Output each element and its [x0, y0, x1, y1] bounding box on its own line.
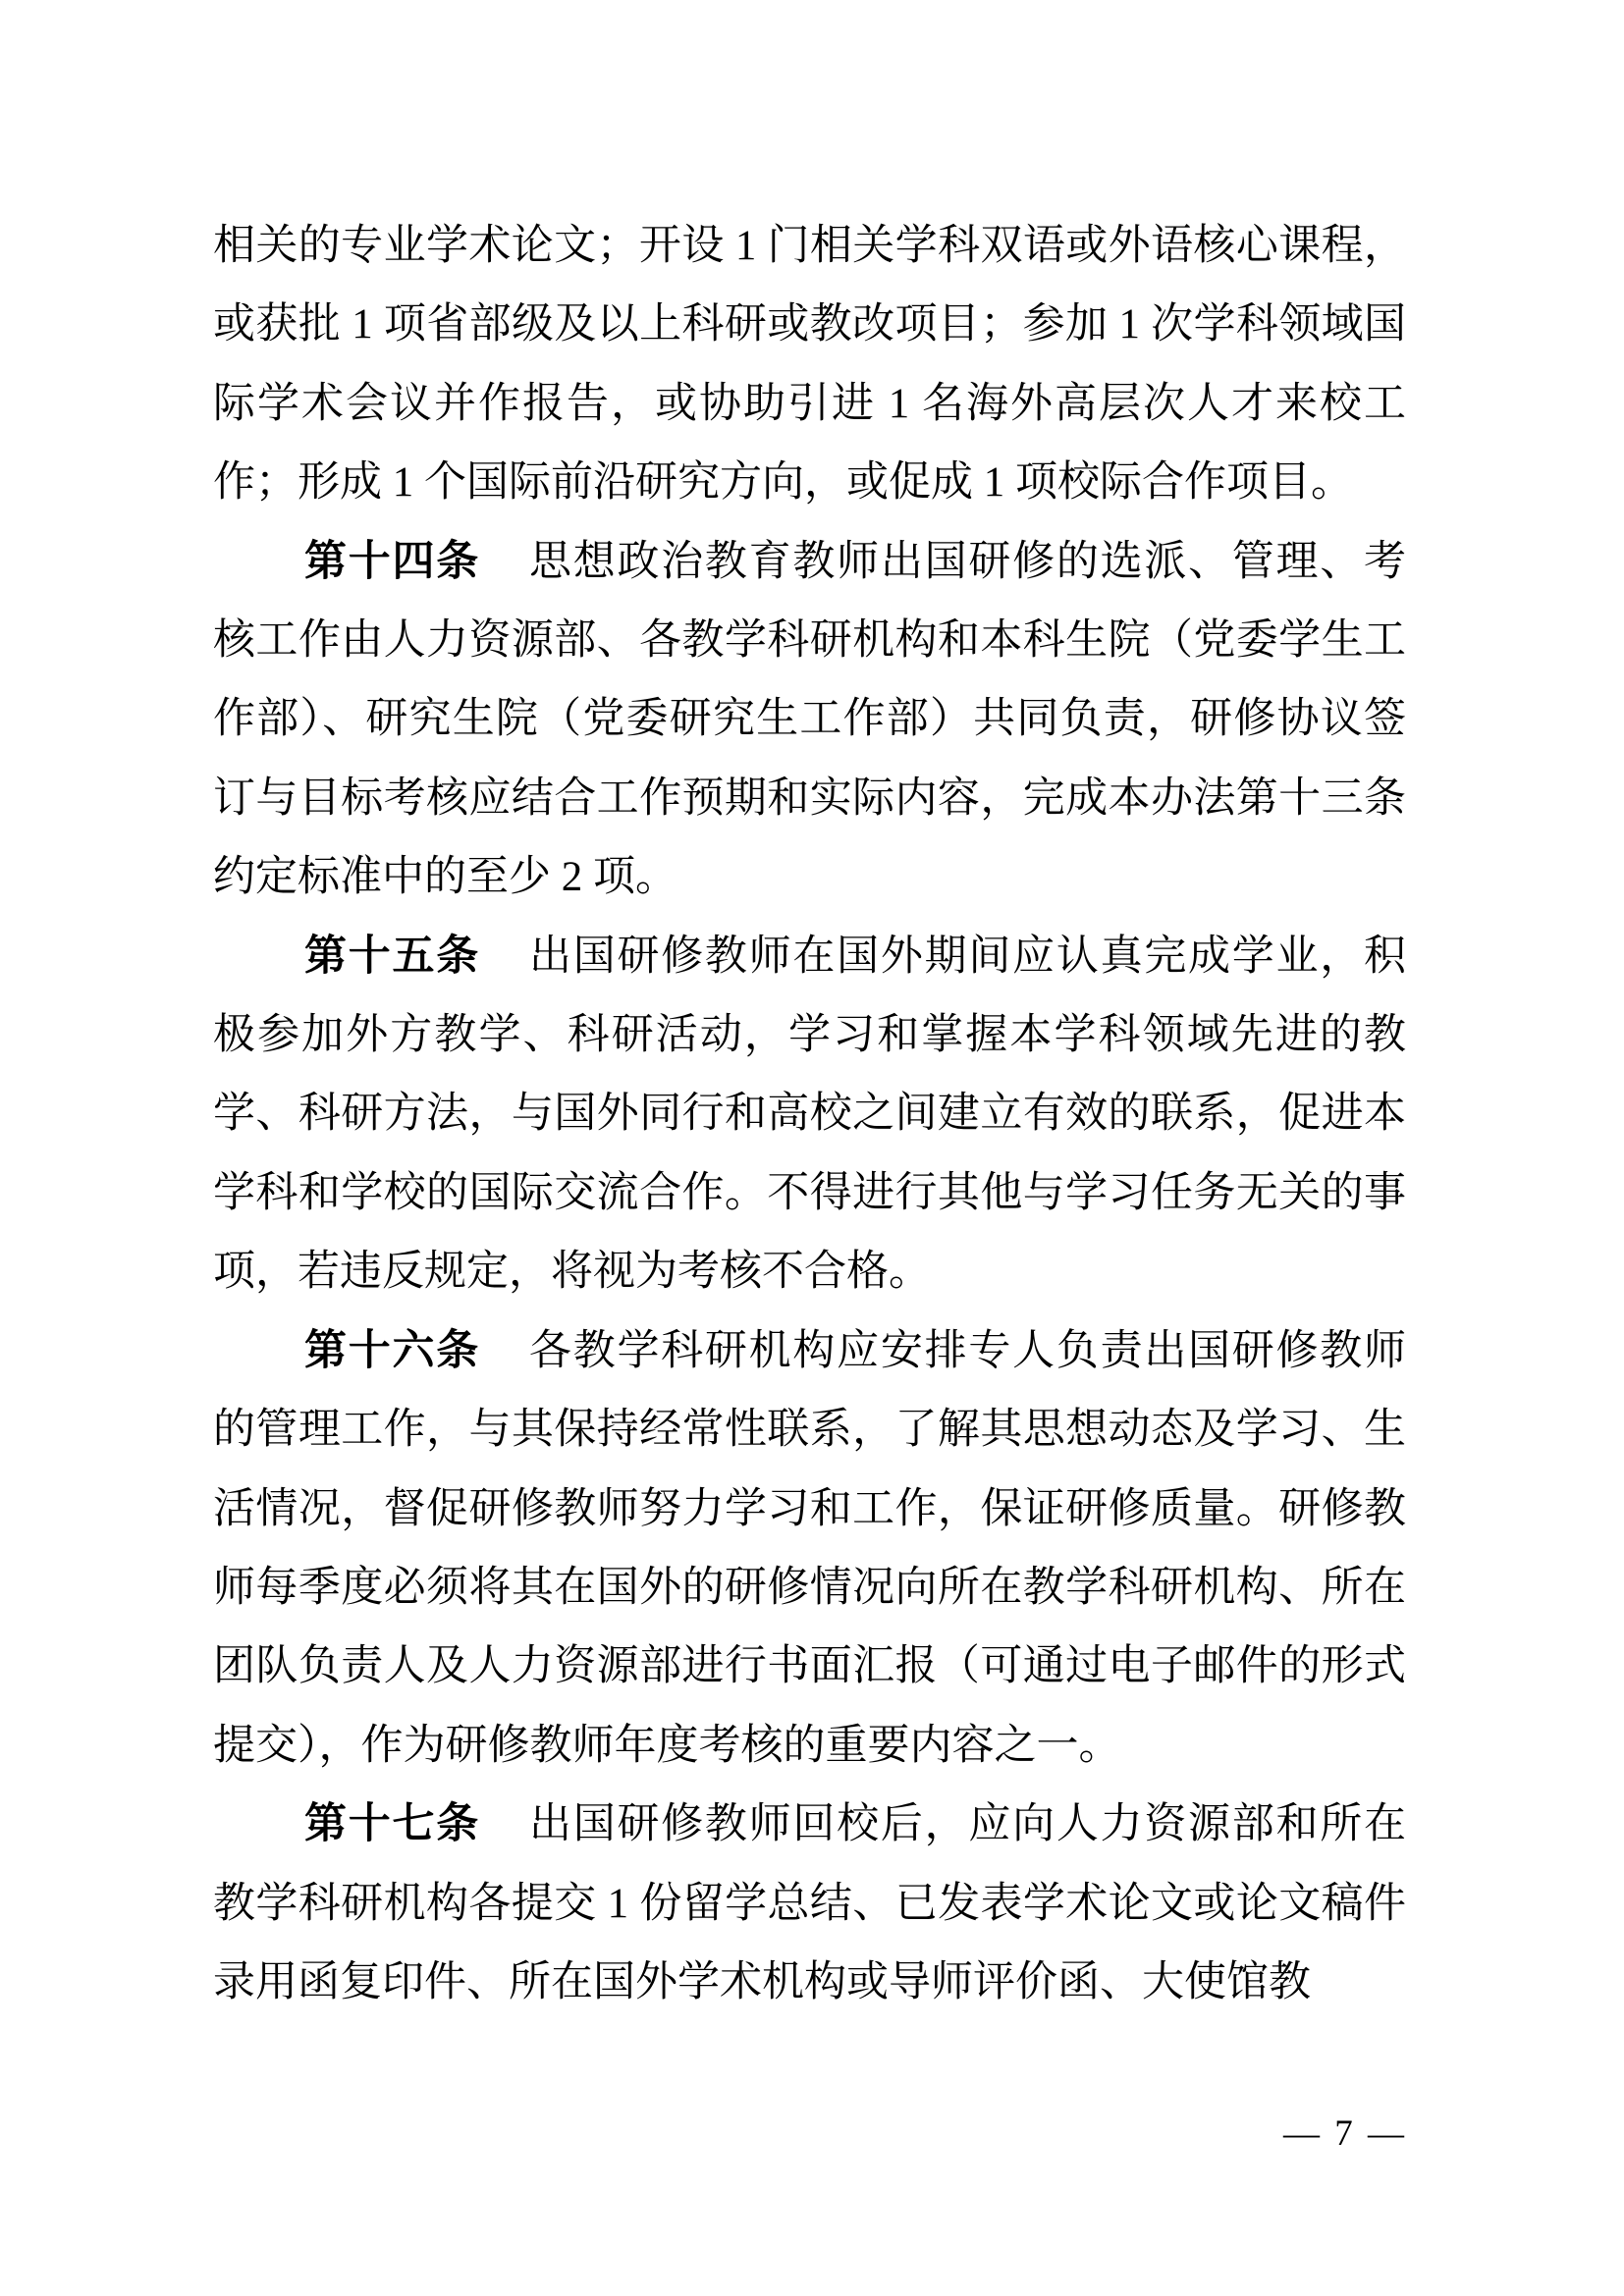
article-number: 第十七条	[304, 1801, 480, 1848]
paragraph-article-17	[213, 1786, 1406, 2022]
article-number: 第十六条	[304, 1327, 480, 1374]
article-number: 第十四条	[304, 538, 480, 585]
paragraph-text: 相关的专业学术论文；开设 1 门相关学科双语或外语核心课程，或获批 1 项省部级及以上科研或教改项目；参加 1 次学科领域国际学术会议并作报告，或协助引进 1 名海外高层次人才来校工作；形成 1 个国际前沿研究方向，或促成 1 项校际合作项目。	[213, 223, 1406, 507]
paragraph-text: 思想政治教育教师出国研修的选派、管理、考核工作由人力资源部、各教学科研机构和本科生院（党委学生工作部）、研究生院（党委研究生工作部）共同负责，研修协议签订与目标考核应结合工作预期和实际内容，完成本办法第十三条约定标准中的至少 2 项。	[213, 538, 1407, 901]
article-number: 第十五条	[304, 933, 480, 980]
paragraph-text: 各教学科研机构应安排专人负责出国研修教师的管理工作，与其保持经常性联系，了解其思想动态及学习、生活情况，督促研修教师努力学习和工作，保证研修质量。研修教师每季度必须将其在国外的研修情况向所在教学科研机构、所在团队负责人及人力资源部进行书面汇报（可通过电子邮件的形式提交），作为研修教师年度考核的重要内容之一。	[213, 1327, 1407, 1769]
page-number: — 7 —	[1283, 2113, 1407, 2154]
document-body	[213, 207, 1406, 2022]
paragraph-text: 出国研修教师在国外期间应认真完成学业，积极参加外方教学、科研活动，学习和掌握本学科领域先进的教学、科研方法，与国外同行和高校之间建立有效的联系，促进本学科和学校的国际交流合作。不得进行其他与学习任务无关的事项，若违反规定，将视为考核不合格。	[213, 933, 1407, 1296]
paragraph-article-15	[213, 918, 1406, 1312]
paragraph-continuation	[213, 207, 1406, 523]
paragraph-article-14	[213, 523, 1406, 918]
paragraph-article-16	[213, 1312, 1406, 1786]
paragraph-text: 出国研修教师回校后，应向人力资源部和所在教学科研机构各提交 1 份留学总结、已发表学术论文或论文稿件录用函复印件、所在国外学术机构或导师评价函、大使馆教	[213, 1801, 1407, 2005]
